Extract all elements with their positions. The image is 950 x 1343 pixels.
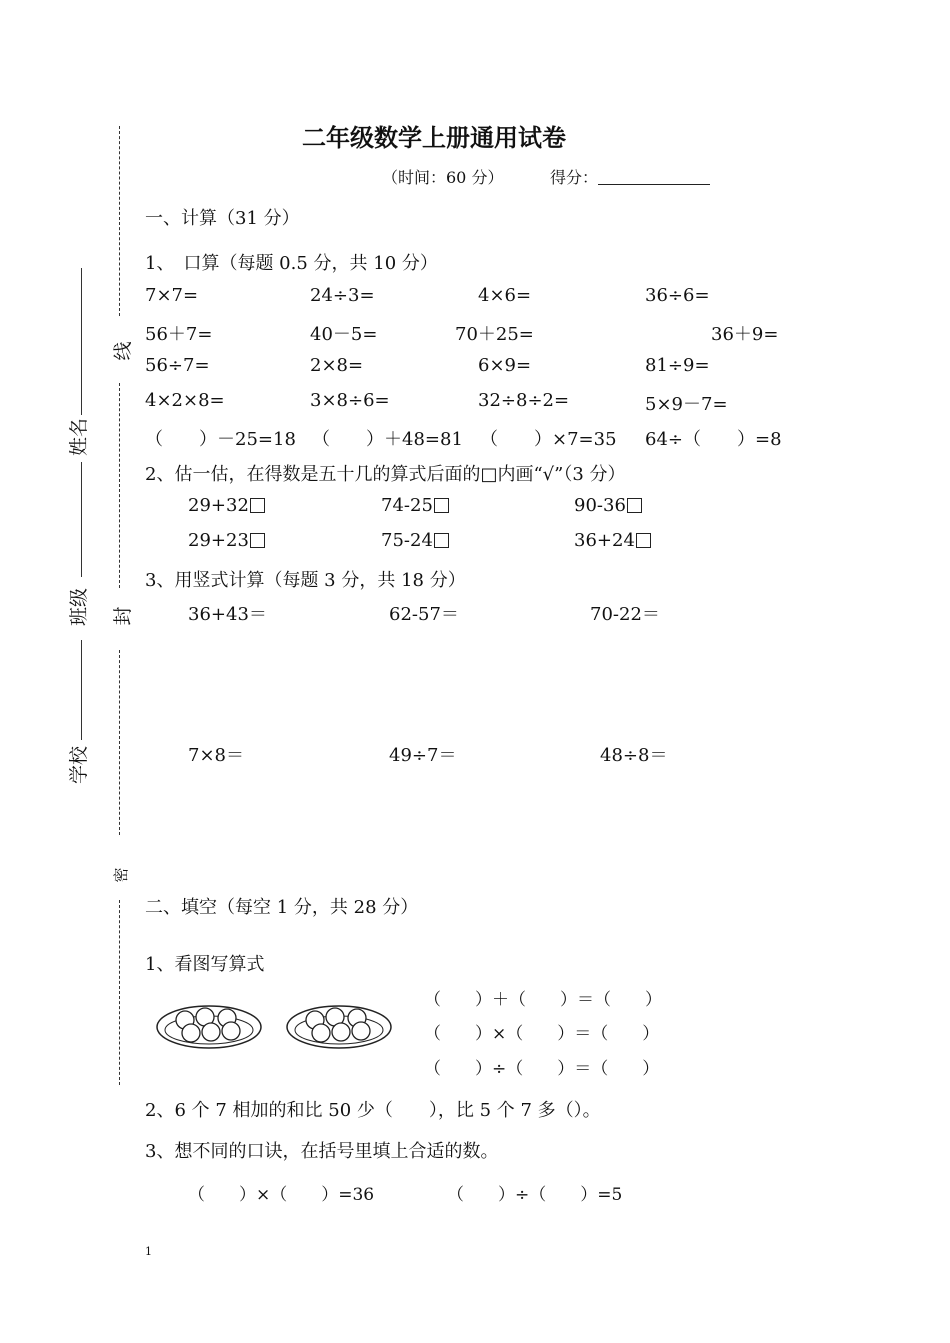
oral-calc-item: 40－5= [310, 324, 378, 345]
estimate-checkbox[interactable] [434, 533, 449, 548]
picture-equation: （ ）÷（ ）＝（ ） [424, 1059, 660, 1079]
oral-calc-item: 24÷3= [310, 285, 375, 306]
estimate-expression: 74-25 [381, 495, 433, 516]
oral-calc-item: 3×8÷6= [310, 390, 390, 411]
vertical-calc-item: 70-22＝ [590, 604, 660, 625]
school-blank-line [81, 640, 82, 740]
plate-of-balls-image [155, 1000, 263, 1054]
oral-calc-item: 2×8= [310, 355, 364, 376]
estimate-checkbox[interactable] [250, 498, 265, 513]
binding-line-label: 线 [112, 341, 134, 361]
school-label: 学校 [68, 746, 90, 785]
binding-seal-label: 封 [112, 606, 134, 626]
estimate-item [188, 530, 265, 551]
vertical-calc-item: 7×8＝ [188, 745, 244, 766]
oral-calc-item: （ ）×7=35 [480, 429, 617, 450]
vertical-calc-item: 49÷7＝ [389, 745, 457, 766]
score-field[interactable] [550, 165, 710, 188]
oral-calc-item: 7×7= [145, 285, 199, 306]
page-number: 1 [145, 1245, 152, 1258]
oral-calc-item: 4×2×8= [145, 390, 225, 411]
estimate-expression: 90-36 [574, 495, 626, 516]
oral-calc-item: （ ）＋48=81 [312, 429, 463, 450]
oral-calc-item: （ ）－25=18 [145, 429, 296, 450]
class-label: 班级 [68, 588, 90, 627]
estimate-item [381, 530, 449, 551]
multiplication-fill-item: （ ）×（ ）=36 [188, 1185, 375, 1205]
class-blank-line [81, 462, 82, 577]
vertical-calc-item: 48÷8＝ [600, 745, 668, 766]
oral-calc-item: 6×9= [478, 355, 532, 376]
picture-equation: （ ）×（ ）＝（ ） [424, 1024, 660, 1044]
division-fill-item: （ ）÷（ ）=5 [447, 1185, 623, 1205]
oral-calc-item: 32÷8÷2= [478, 390, 570, 411]
estimate-checkbox[interactable] [627, 498, 642, 513]
oral-calc-item: 36＋9= [711, 324, 779, 345]
time-label: （时间：60 分） [382, 168, 504, 187]
oral-calc-item: 64÷（ ）=8 [645, 429, 782, 450]
estimate-item [574, 530, 651, 551]
estimate-checkbox[interactable] [250, 533, 265, 548]
oral-calc-item: 56＋7= [145, 324, 213, 345]
name-blank-line [81, 268, 82, 415]
estimate-checkbox[interactable] [434, 498, 449, 513]
oral-calc-item: 81÷9= [645, 355, 710, 376]
estimate-expression: 75-24 [381, 530, 433, 551]
estimate-checkbox[interactable] [636, 533, 651, 548]
oral-calc-item: 70＋25= [455, 324, 534, 345]
binding-dashed-line [119, 650, 120, 835]
question-heading: 1、看图写算式 [145, 954, 265, 975]
estimate-item [381, 495, 449, 516]
oral-calc-item: 36÷6= [645, 285, 710, 306]
plate-of-balls-image [285, 1000, 393, 1054]
estimate-item [574, 495, 642, 516]
binding-dashed-line [119, 383, 120, 588]
picture-equation: （ ）＋（ ）＝（ ） [424, 990, 662, 1010]
score-blank[interactable] [598, 168, 710, 185]
oral-calc-item: 5×9－7= [645, 394, 728, 415]
question-heading: 2、估一估，在得数是五十几的算式后面的□内画“√”（3 分） [145, 464, 626, 485]
oral-calc-item: 4×6= [478, 285, 532, 306]
section-heading: 二、填空（每空 1 分，共 28 分） [145, 897, 419, 918]
estimate-expression: 29+23 [188, 530, 249, 551]
estimate-expression: 36+24 [574, 530, 635, 551]
estimate-expression: 29+32 [188, 495, 249, 516]
binding-secret-label: 密 [112, 867, 130, 883]
score-label: 得分： [550, 168, 599, 187]
vertical-calc-item: 62-57＝ [389, 604, 459, 625]
oral-calc-item: 56÷7= [145, 355, 210, 376]
section-heading: 一、计算（31 分） [145, 208, 300, 229]
question-heading: 1、 口算（每题 0.5 分，共 10 分） [145, 253, 438, 274]
question-text: 2、6 个 7 相加的和比 50 少（ ），比 5 个 7 多（）。 [145, 1100, 601, 1121]
name-label: 姓名 [68, 418, 90, 457]
vertical-calc-item: 36+43＝ [188, 604, 267, 625]
page-title: 二年级数学上册通用试卷 [302, 124, 566, 152]
binding-dashed-line [119, 126, 120, 316]
binding-dashed-line [119, 900, 120, 1085]
question-heading: 3、想不同的口诀，在括号里填上合适的数。 [145, 1141, 499, 1162]
question-heading: 3、用竖式计算（每题 3 分，共 18 分） [145, 570, 466, 591]
estimate-item [188, 495, 265, 516]
